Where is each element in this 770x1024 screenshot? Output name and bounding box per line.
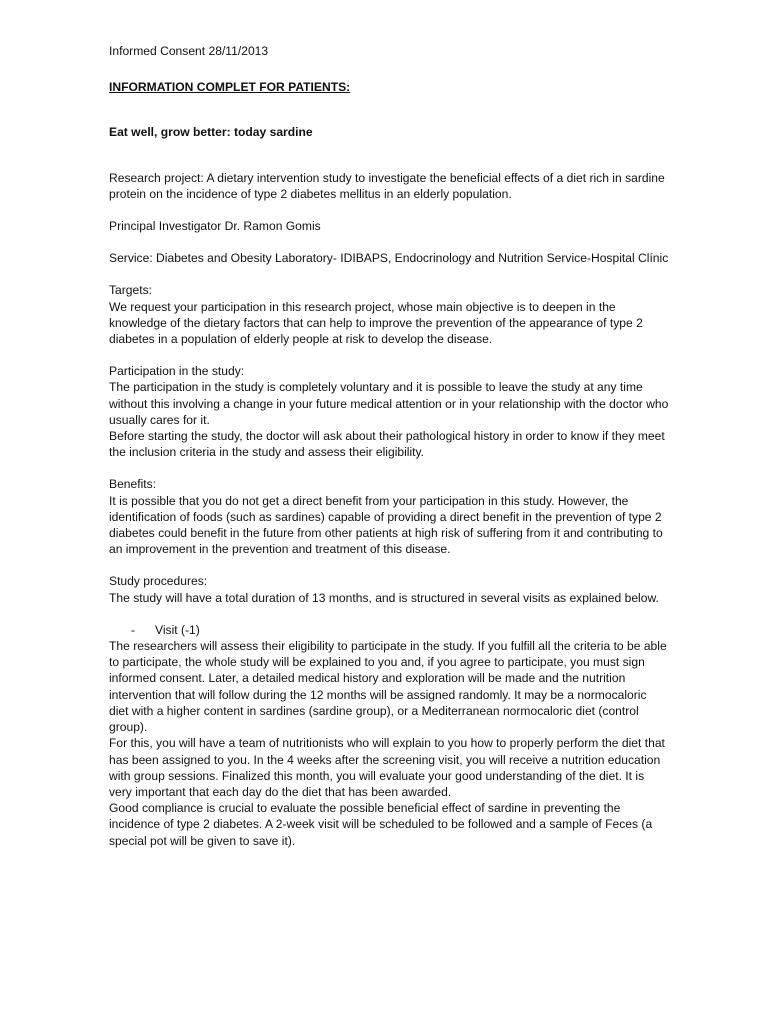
document-page [109,40,669,849]
visit-text-nutritionists: For this, you will have a team of nutritionists who will explain to you how to properly perform the diet that has been assigned to you. In the 4 weeks after the screening visit, you will receive a nutrition education with group sessions. Finalized this month, you will evaluate your good understanding of the diet. It is very important that each day do the diet that has been awarded. [109,736,665,799]
document-title: INFORMATION COMPLET FOR PATIENTS: [109,80,351,95]
participation-section [109,363,669,460]
benefits-section [109,476,669,557]
targets-heading: Targets: [109,283,153,298]
research-project-section [109,170,669,202]
bullet-dash: - [131,622,136,637]
participation-text-eligibility: Before starting the study, the doctor will ask about their pathological history in order to know if they meet the inclusion criteria in the study and assess their eligibility. [109,429,665,460]
research-project-text: Research project: A dietary intervention study to investigate the beneficial effects of a diet rich in sardine protein on the incidence of type 2 diabetes mellitus in an elderly population. [109,170,665,201]
service-text: Service: Diabetes and Obesity Laboratory- IDIBAPS, Endocrinology and Nutrition Service-Hospital Clínic [109,251,669,266]
procedures-section [109,573,669,605]
service-section [109,250,669,266]
principal-investigator-text: Principal Investigator Dr. Ramon Gomis [109,219,321,234]
document-header: Informed Consent 28/11/2013 [109,44,269,58]
benefits-text: It is possible that you do not get a direct benefit from your participation in this study. However, the identification of foods (such as sardines) capable of providing a direct benefit in the prevention of type 2 diabetes could benefit in the future from other patients at high risk of suffering from it and contributing to an improvement in the prevention and treatment of this disease. [109,493,663,557]
visit-label: Visit (-1) [155,622,200,637]
participation-text: The participation in the study is completely voluntary and it is possible to leave the study at any time without this involving a change in your future medical attention or in your relationship with the doctor who usually cares for it. [109,380,669,427]
visit-text-compliance: Good compliance is crucial to evaluate the possible beneficial effect of sardine in preventing the incidence of type 2 diabetes. A 2-week visit will be scheduled to be followed and a sample of Feces (a special pot will be given to save it). [109,801,653,848]
targets-section [109,282,669,347]
procedures-text: The study will have a total duration of 13 months, and is structured in several visits as explained below. [109,590,659,605]
benefits-heading: Benefits: [109,477,157,492]
participation-heading: Participation in the study: [109,364,245,379]
principal-investigator-section [109,218,669,234]
visit-text-eligibility: The researchers will assess their eligibility to participate in the study. If you fulfill all the criteria to be able to participate, the whole study will be explained to you and, if you agree to participate, you must sign informed consent. Later, a detailed medical history and exploration will be made and the nutrition intervention that will follow during the 12 months will be assigned randomly. It may be a normocaloric diet with a higher content in sardines (sardine group), or a Mediterranean normocaloric diet (control group). [109,639,667,735]
document-subtitle: Eat well, grow better: today sardine [109,125,313,140]
visit-list-item [109,622,669,638]
procedures-heading: Study procedures: [109,574,208,589]
visit-section [109,638,669,849]
targets-text: We request your participation in this research project, whose main objective is to deepen in the knowledge of the dietary factors that can help to improve the prevention of the appearance of type 2 diabetes in a population of elderly people at risk to develop the disease. [109,299,643,347]
